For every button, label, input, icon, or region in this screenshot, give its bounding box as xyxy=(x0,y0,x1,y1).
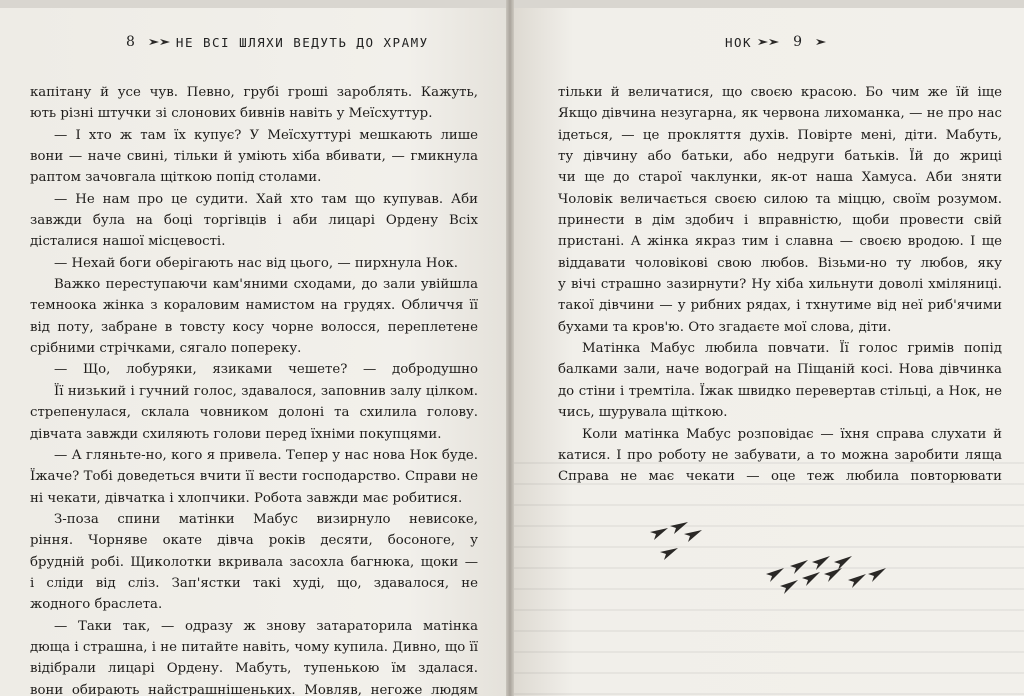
text-line: від поту, забране в товсту косу чорне волосся, переплетене xyxy=(30,319,478,335)
text-line: до стіни і тремтіла. Їжак швидко перевертав стільці, а Нок, не xyxy=(558,383,1002,399)
text-line: — І хто ж там їх купує? У Меїсхуттурі мешкають лише xyxy=(54,127,478,143)
text-line: стрепенулася, склала човником долоні та схилила голову. xyxy=(30,405,478,421)
right-page-number: 9 xyxy=(793,34,802,50)
bird-flock-icon xyxy=(640,518,890,598)
text-line: ні чекати, дівчатка і хлопчики. Робота завжди має робитися. xyxy=(30,490,463,506)
text-line: тільки й величатися, що своєю красою. Бо чим же їй іще xyxy=(558,85,1002,100)
right-running-title: НОК xyxy=(725,34,753,50)
text-line: вони обирають найстрашнішеньких. Мовляв, негоже людям xyxy=(30,682,478,696)
text-line: дівчата завжди схиляють голови перед їхніми покупцями. xyxy=(30,426,442,442)
text-line: З-поза спини матінки Мабус визирнуло невисоке, xyxy=(54,511,478,527)
text-line: у вічі страшно зазирнути? Ну хіба хильнути доволі хміляниці. xyxy=(558,277,1002,293)
text-line: ють різні штучки зі слонових бивнів навіть у Меїсхуттур. xyxy=(30,106,433,122)
text-line: катися. І про роботу не забувати, а то можна заробити ляща xyxy=(558,447,1002,463)
text-line: Матінка Мабус любила повчати. Її голос гримів попід xyxy=(582,341,1002,357)
text-line: жодного браслета. xyxy=(30,597,163,613)
text-line: Її низький і гучний голос, здавалося, заповнив залу цілком. xyxy=(54,383,478,399)
text-line: — Таки так, — одразу ж знову затараторила матінка xyxy=(54,618,478,634)
text-line: і сліди від сліз. Зап'ястки такі худі, що, здавалося, не xyxy=(30,575,478,591)
bird-icon xyxy=(816,38,826,46)
text-line: Коли матінка Мабус розповідає — їхня справа слухати й xyxy=(582,426,1002,442)
bird-icon xyxy=(758,38,779,46)
text-line: чись, шурувала щіткою. xyxy=(558,405,728,421)
text-line: вони — наче свині, тільки й уміють хіба вбивати, — гмикнула xyxy=(30,149,478,165)
text-line: такої дівчини — у рибних рядах, і тхнутиме від неї риб'ячими xyxy=(558,298,1002,314)
left-body-text xyxy=(30,82,478,696)
text-line: дісталися нашої місцевості. xyxy=(30,234,226,250)
text-line: Їжаче? Тобі доведеться вчити її вести господарство. Справи не xyxy=(30,469,478,485)
text-line: ту дівчину або батьки, або недруги батьків. Їй до жриці xyxy=(558,149,1002,165)
text-line: Справа не має чекати — оце теж любила повторювати xyxy=(558,469,1002,485)
text-line: — Не нам про це судити. Хай хто там що купував. Аби xyxy=(54,191,478,207)
text-line: капітану й усе чув. Певно, грубі гроші зароблять. Кажуть, xyxy=(30,85,478,100)
text-line: раптом зачовгала щіткою попід столами. xyxy=(30,170,322,186)
text-line: ріння. Чорняве окате дівча років десяти, босоноге, у xyxy=(30,533,478,549)
right-page xyxy=(512,8,1024,696)
left-page xyxy=(0,8,508,696)
text-line: віддавати чоловікові свою любов. Візьми-но ту любов, яку xyxy=(558,255,1002,271)
text-line: — Що, лобуряки, язиками чешете? — добродушно xyxy=(54,362,478,378)
text-line: завжди була на боці торгівців і аби лицарі Ордену Всіх xyxy=(30,213,478,229)
text-line: принести в дім здобич і вправністю, щоби провести свій xyxy=(558,213,1002,229)
text-line: чи ще до старої чаклунки, як-от наша Хамуса. Аби зняти xyxy=(558,170,1002,186)
text-line: — Нехай боги оберігають нас від цього, — пирхнула Нок. xyxy=(54,255,459,271)
text-line: брудній робі. Щиколотки вкривала засохла багнюка, щоки — xyxy=(30,554,478,570)
left-running-title: НЕ ВСІ ШЛЯХИ ВЕДУТЬ ДО ХРАМУ xyxy=(175,34,429,50)
book-gutter xyxy=(506,0,514,696)
right-body-text xyxy=(558,82,1002,488)
text-line: Чоловік величається своєю силою та міццю, своїм розумом. xyxy=(558,191,1002,207)
text-line: Якщо дівчина незугарна, як червона лихоманка, — не про нас xyxy=(558,106,1002,122)
right-running-header xyxy=(725,32,832,52)
text-line: срібними стрічками, сягало попереку. xyxy=(30,341,302,357)
bird-icon xyxy=(149,38,170,46)
text-line: ідеться, — це прокляття духів. Повірте мені, діти. Мабуть, xyxy=(558,127,1002,143)
text-line: відібрали лицарі Ордену. Мабуть, тупенькою їм здалася. xyxy=(30,661,478,677)
text-line: Важко переступаючи кам'яними сходами, до зали увійшла xyxy=(54,277,478,293)
text-line: балками зали, наче водограй на Піщаній косі. Нова дівчинка xyxy=(558,362,1002,378)
text-line: темноока жінка з кораловим намистом на грудях. Обличчя її xyxy=(30,298,478,314)
left-page-number: 8 xyxy=(126,34,135,50)
left-running-header xyxy=(118,32,429,52)
text-line: пристані. А жінка якраз тим і славна — своєю вродою. І ще xyxy=(558,234,1002,250)
text-line: бухами та кров'ю. Ото згадаєте мої слова, діти. xyxy=(558,319,892,335)
text-line: дюща і страшна, і не питайте навіть, чому купила. Дивно, що її xyxy=(30,639,478,655)
text-line: — А гляньте-но, кого я привела. Тепер у нас нова Нок буде. xyxy=(54,447,478,463)
